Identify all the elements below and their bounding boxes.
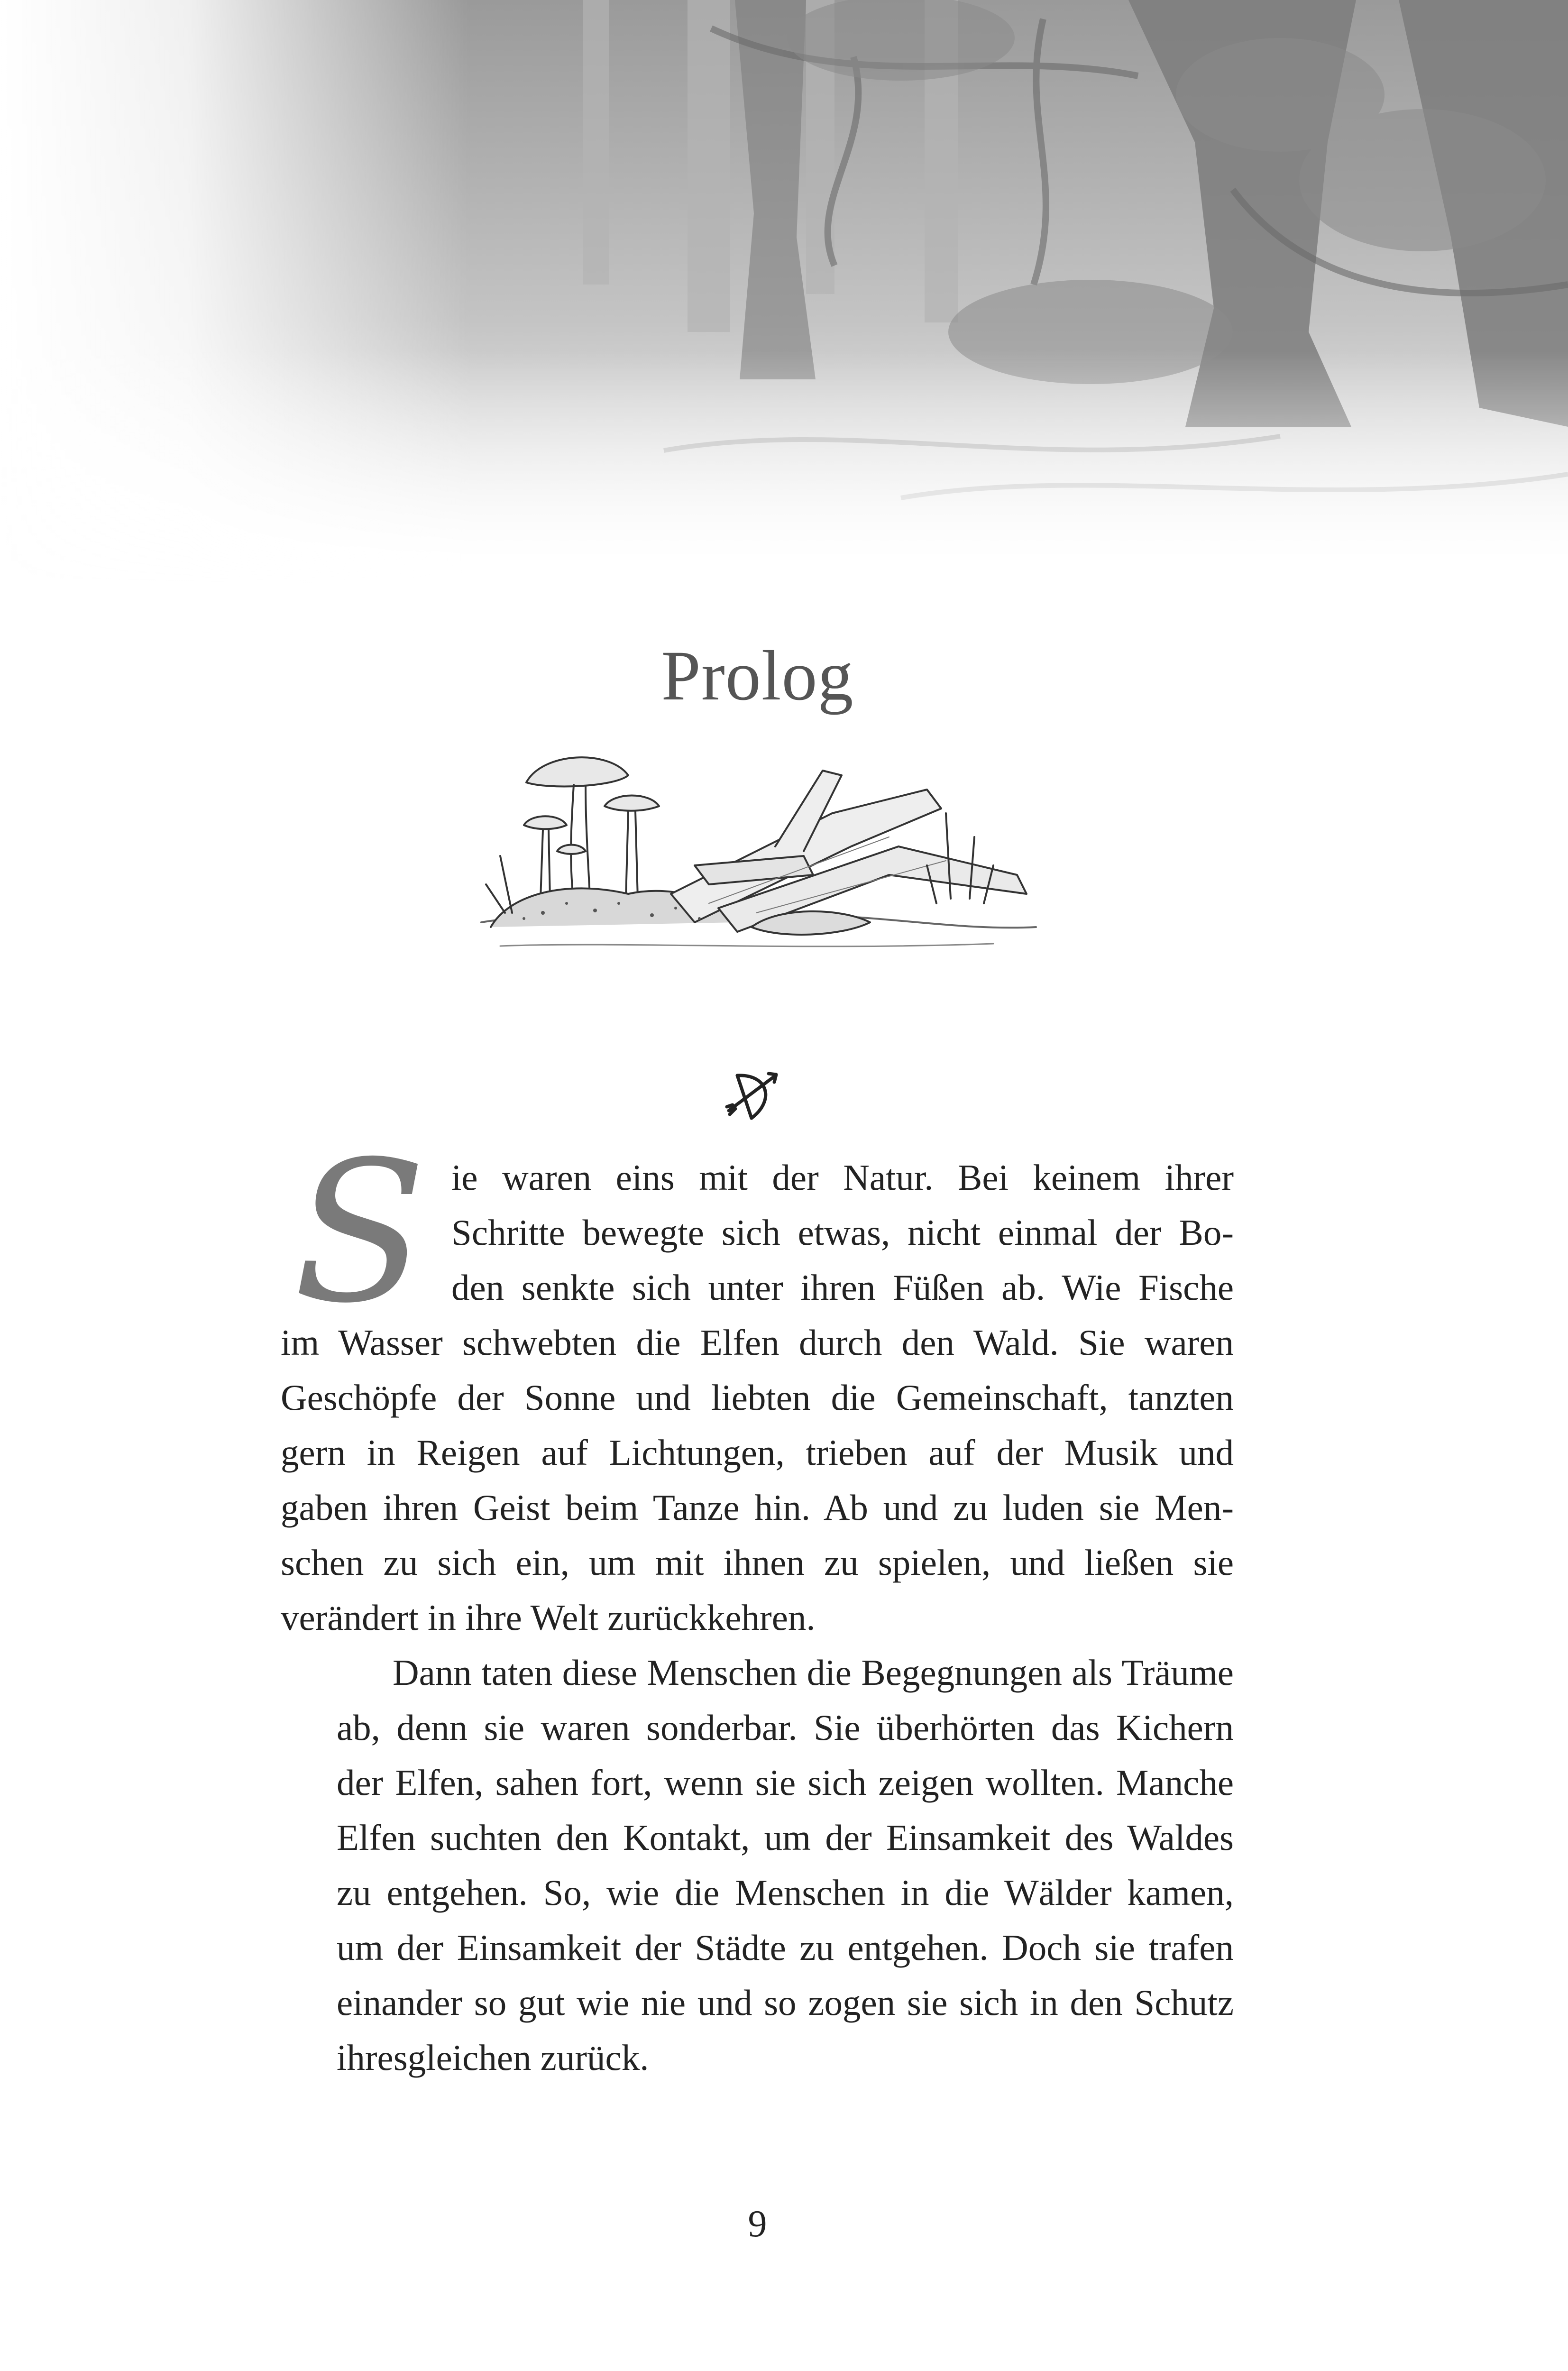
text-line: verändert in ihre Welt zurückkehren. [281, 1597, 816, 1638]
page-number: 9 [748, 2203, 767, 2245]
bow-and-arrow-icon [723, 1067, 785, 1124]
paragraph-2 [281, 1645, 1234, 2085]
text-line: gaben ihren Geist beim Tanze hin. Ab und zu luden sie Men- [281, 1487, 1234, 1528]
text-line: den senkte sich unter ihren Füßen ab. Wie Fische [451, 1267, 1234, 1308]
drop-cap: S [293, 1119, 427, 1346]
text-line: im Wasser schwebten die Elfen durch den Wald. Sie waren [281, 1322, 1234, 1363]
text-line: ab, denn sie waren sonderbar. Sie überhörten das Kichern [337, 1707, 1234, 1748]
text-line: ihresgleichen zurück. [337, 2037, 649, 2078]
text-line: ie waren eins mit der Natur. Bei keinem ihrer [451, 1157, 1234, 1198]
mushrooms-and-driftwood-illustration [472, 742, 1043, 1001]
text-line: Dann taten diese Menschen die Begegnungen als Träume [393, 1652, 1234, 1693]
text-line: um der Einsamkeit der Städte zu entgehen. Doch sie trafen [337, 1927, 1234, 1968]
text-line: Elfen suchten den Kontakt, um der Einsamkeit des Waldes [337, 1817, 1234, 1858]
chapter-title: Prolog [661, 636, 854, 715]
text-line: Geschöpfe der Sonne und liebten die Gemeinschaft, tanzten [281, 1377, 1234, 1418]
text-line: einander so gut wie nie und so zogen sie sich in den Schutz [337, 1982, 1234, 2023]
text-line: schen zu sich ein, um mit ihnen zu spielen, und ließen sie [281, 1542, 1234, 1583]
paragraph-1 [281, 1119, 1234, 1645]
text-line: Schritte bewegte sich etwas, nicht einmal der Bo- [451, 1212, 1234, 1253]
misty-forest-illustration [0, 0, 1568, 583]
text-line: zu entgehen. So, wie die Menschen in die Wälder kamen, [337, 1872, 1234, 1913]
text-line: gern in Reigen auf Lichtungen, trieben auf der Musik und [281, 1432, 1234, 1473]
prologue-text [281, 1119, 1234, 2085]
text-line: der Elfen, sahen fort, wenn sie sich zeigen wollten. Manche [337, 1762, 1234, 1803]
